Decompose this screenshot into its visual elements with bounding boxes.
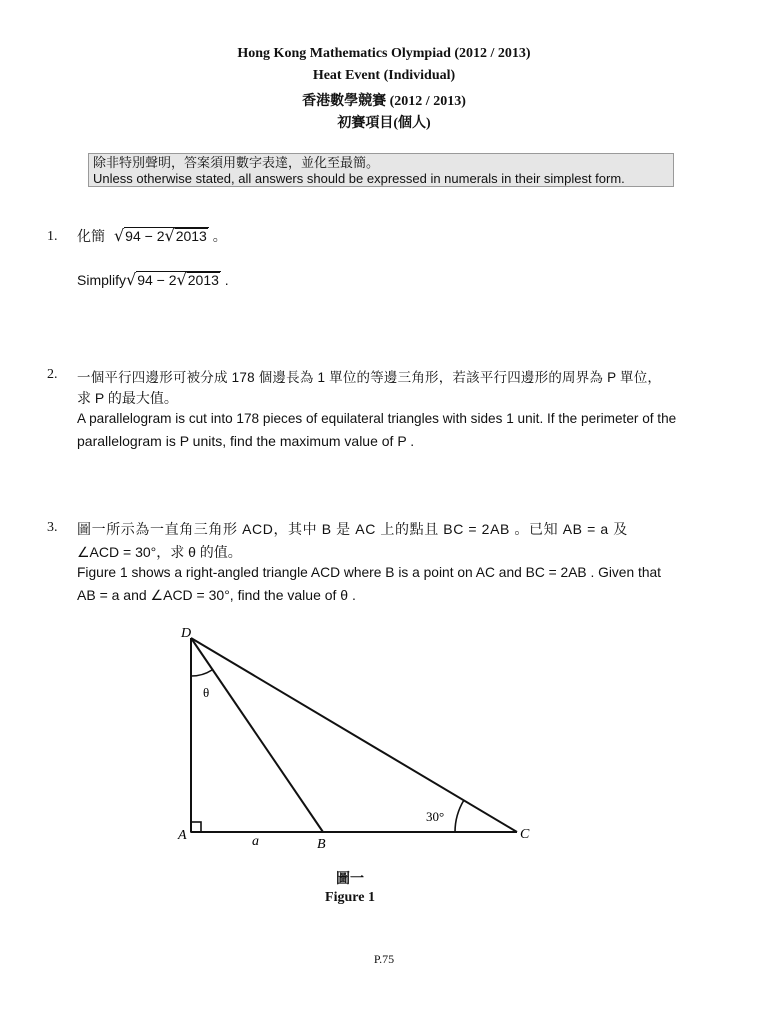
q1-zh-suffix: 。: [212, 228, 227, 244]
instructions-zh: 除非特別聲明，答案須用數字表達，並化至最簡。: [93, 155, 380, 170]
q2-zh-line2: 求 P 的最大值。: [77, 390, 178, 406]
q1-zh-prefix: 化簡: [77, 228, 105, 244]
q2-en-line1: A parallelogram is cut into 178 pieces of equilateral triangles with sides 1 unit. If the perimeter of the: [77, 411, 677, 426]
q1-number: 1.: [47, 229, 58, 244]
segment-db: [191, 638, 323, 832]
sqrt-symbol: √: [108, 226, 125, 245]
q1-en-radicand-outer: 94 − 2: [137, 272, 177, 288]
figure-caption-en: Figure 1: [325, 890, 375, 905]
page-number: P.75: [373, 952, 395, 966]
q1-en-prefix: Simplify: [77, 272, 127, 288]
q3-number: 3.: [47, 520, 58, 535]
sqrt-symbol: √: [176, 270, 187, 289]
vertex-c-label: C: [520, 827, 530, 842]
q3-en-line1: Figure 1 shows a right-angled triangle ACD where B is a point on AC and BC = 2AB . Given that: [77, 565, 662, 580]
angle-30-label: 30°: [426, 809, 445, 824]
q2-en-line2: parallelogram is P units, find the maximum value of P .: [77, 433, 415, 449]
right-angle-mark: [191, 822, 201, 832]
q3-en-line2: AB = a and ∠ACD = 30°, find the value of θ .: [77, 587, 356, 603]
side-a-label: a: [252, 834, 259, 849]
vertex-b-label: B: [317, 837, 326, 852]
event-en: Heat Event (Individual): [312, 68, 456, 83]
instructions-en: Unless otherwise stated, all answers should be expressed in numerals in their simplest form.: [93, 171, 625, 186]
angle-30-arc: [455, 800, 464, 832]
vertex-a-label: A: [178, 828, 187, 843]
q1-zh-radicand-outer: 94 − 2: [125, 228, 165, 244]
title-en: Hong Kong Mathematics Olympiad (2012 / 2013): [237, 46, 531, 61]
vertex-d-label: D: [181, 626, 192, 641]
title-zh: 香港數學競賽 (2012 / 2013): [302, 94, 466, 109]
q1-en-radicand-inner: 2013: [187, 272, 219, 288]
q3-zh-line1: 圖一所示為一直角三角形 ACD，其中 B 是 AC 上的點且 BC = 2AB 。已知 AB = a 及: [77, 521, 628, 537]
figure-caption-zh: 圖一: [336, 872, 364, 887]
q2-number: 2.: [47, 367, 58, 382]
q3-zh-line2: ∠ACD = 30°，求 θ 的值。: [77, 544, 242, 560]
sqrt-symbol: √: [164, 226, 175, 245]
q2-zh-line1: 一個平行四邊形可被分成 178 個邊長為 1 單位的等邊三角形，若該平行四邊形的周界為 P 單位，: [77, 370, 662, 385]
theta-arc: [191, 670, 212, 676]
q1-en-suffix: .: [224, 272, 229, 288]
event-zh: 初賽項目(個人): [337, 116, 431, 131]
side-dc: [191, 638, 517, 832]
q1-zh-radicand-inner: 2013: [175, 228, 207, 244]
sqrt-symbol: √: [126, 270, 137, 289]
theta-label: θ: [203, 685, 210, 700]
